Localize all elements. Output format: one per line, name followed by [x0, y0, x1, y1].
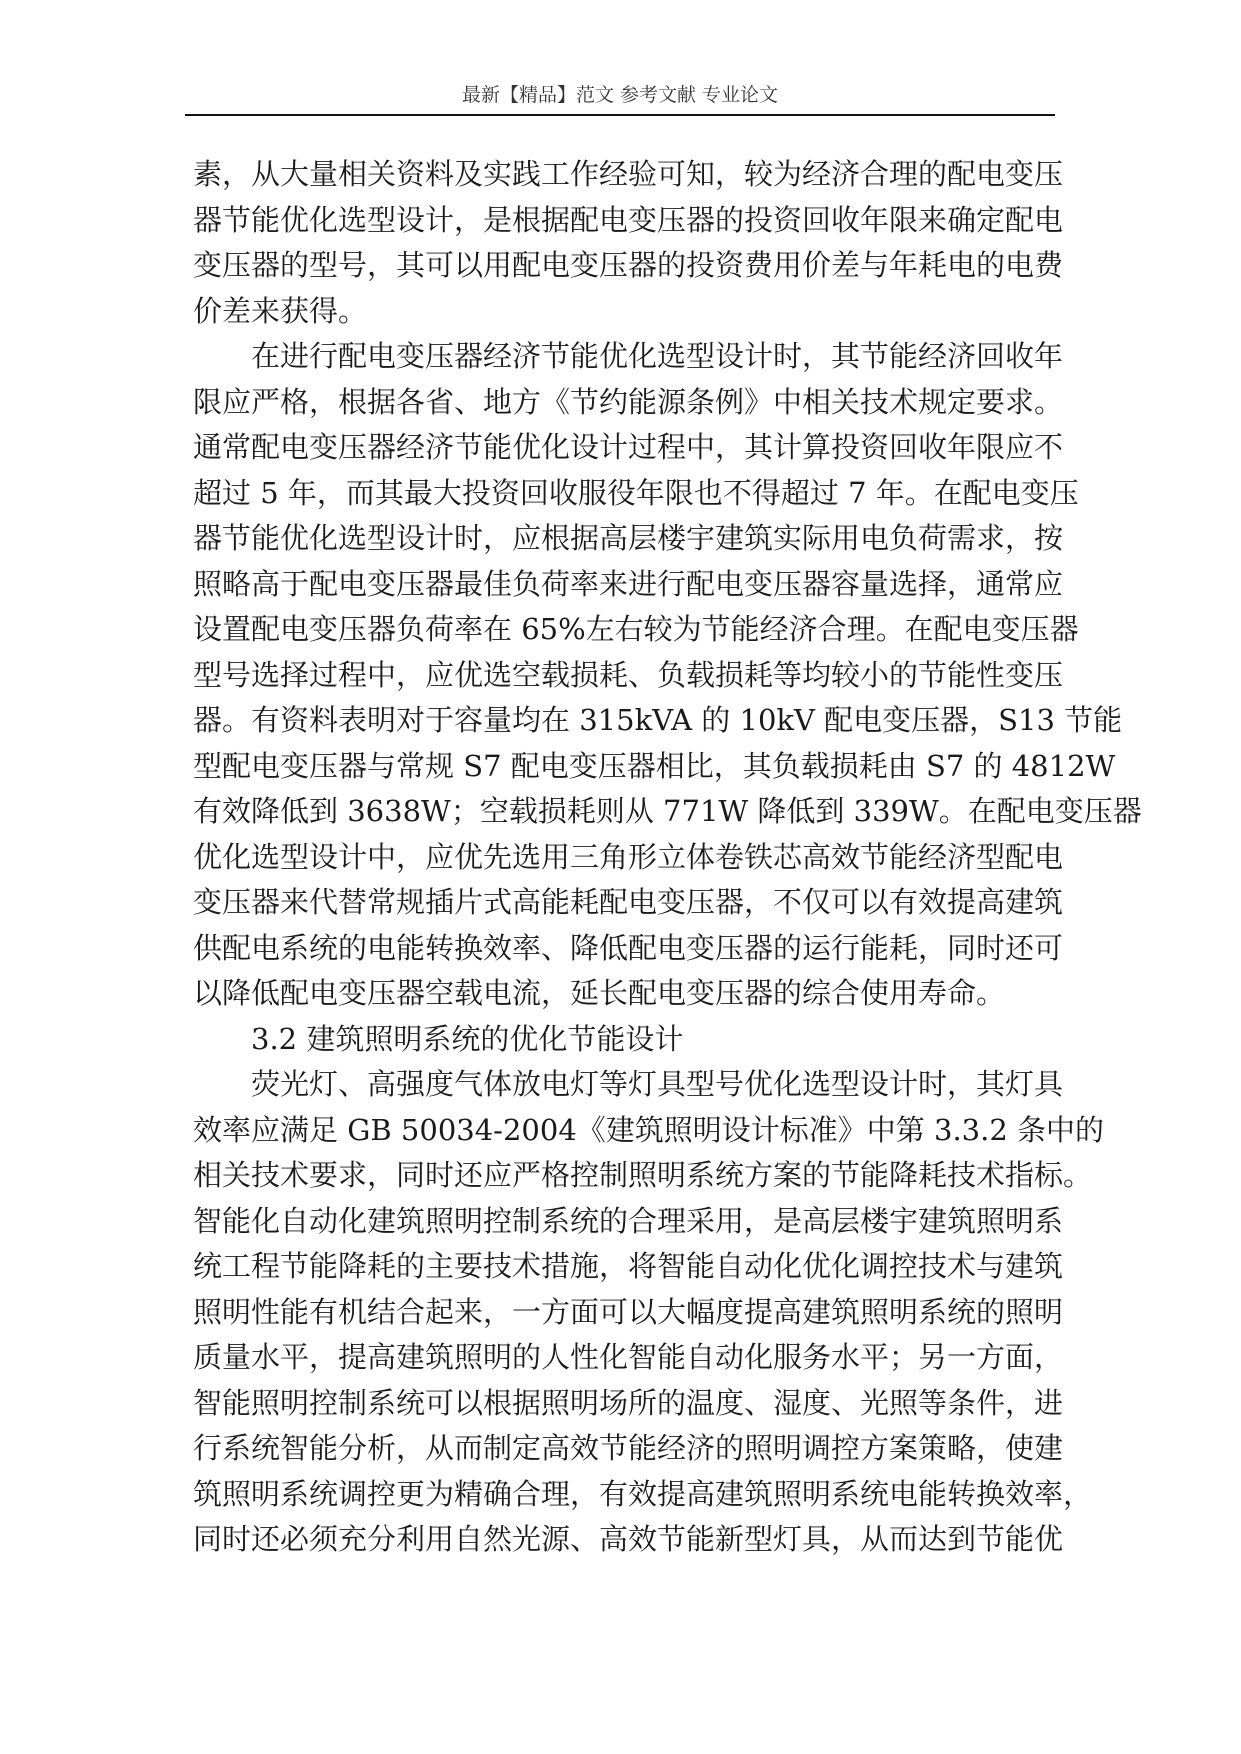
text-line: 素，从大量相关资料及实践工作经验可知，较为经济合理的配电变压: [193, 157, 1064, 191]
text-line: 行系统智能分析，从而制定高效节能经济的照明调控方案策略，使建: [193, 1431, 1064, 1465]
text-line: 筑照明系统调控更为精确合理，有效提高建筑照明系统电能转换效率，: [193, 1476, 1093, 1511]
text-line: 质量水平，提高建筑照明的人性化智能自动化服务水平；另一方面，: [193, 1340, 1064, 1374]
section-heading: 3.2 建筑照明系统的优化节能设计: [251, 1021, 684, 1056]
text-line: 器节能优化选型设计，是根据配电变压器的投资回收年限来确定配电: [193, 202, 1064, 237]
text-line: 器。有资料表明对于容量均在 315kVA 的 10kV 配电变压器，S13 节能: [193, 703, 1123, 737]
text-line: 型配电变压器与常规 S7 配电变压器相比，其负载损耗由 S7 的 4812W: [193, 748, 1116, 783]
page-header: 最新【精品】范文 参考文献 专业论文: [461, 84, 779, 106]
text-line: 限应严格，根据各省、地方《节约能源条例》中相关技术规定要求。: [193, 384, 1064, 419]
text-line: 效率应满足 GB 50034-2004《建筑照明设计标准》中第 3.3.2 条中的: [193, 1112, 1104, 1147]
text-line: 变压器的型号，其可以用配电变压器的投资费用价差与年耗电的电费: [193, 248, 1064, 282]
text-line: 型号选择过程中，应优选空载损耗、负载损耗等均较小的节能性变压: [193, 657, 1064, 692]
text-line: 统工程节能降耗的主要技术措施，将智能自动化优化调控技术与建筑: [193, 1249, 1064, 1283]
text-line: 有效降低到 3638W；空载损耗则从 771W 降低到 339W。在配电变压器: [193, 794, 1142, 828]
text-line: 照明性能有机结合起来，一方面可以大幅度提高建筑照明系统的照明: [193, 1294, 1064, 1329]
text-line: 器节能优化选型设计时，应根据高层楼宇建筑实际用电负荷需求，按: [193, 521, 1064, 555]
text-line: 智能化自动化建筑照明控制系统的合理采用，是高层楼宇建筑照明系: [193, 1203, 1064, 1238]
paragraph-start-line: 荧光灯、高强度气体放电灯等灯具型号优化选型设计时，其灯具: [251, 1067, 1064, 1101]
text-line: 照略高于配电变压器最佳负荷率来进行配电变压器容量选择，通常应: [193, 566, 1064, 601]
text-line: 设置配电变压器负荷率在 65%左右较为节能经济合理。在配电变压器: [193, 612, 1079, 646]
text-line: 超过 5 年，而其最大投资回收服役年限也不得超过 7 年。在配电变压: [193, 475, 1079, 510]
text-line: 以降低配电变压器空载电流，延长配电变压器的综合使用寿命。: [193, 976, 1006, 1010]
text-line: 变压器来代替常规插片式高能耗配电变压器，不仅可以有效提高建筑: [193, 885, 1064, 919]
text-line: 智能照明控制系统可以根据照明场所的温度、湿度、光照等条件，进: [193, 1385, 1064, 1420]
text-line: 价差来获得。: [193, 293, 368, 328]
text-line: 同时还必须充分利用自然光源、高效节能新型灯具，从而达到节能优: [193, 1522, 1064, 1556]
text-line: 优化选型设计中，应优先选用三角形立体卷铁芯高效节能经济型配电: [193, 839, 1064, 874]
paragraph-start-line: 在进行配电变压器经济节能优化选型设计时，其节能经济回收年: [251, 339, 1064, 373]
header-divider: [185, 114, 1055, 116]
text-line: 通常配电变压器经济节能优化设计过程中，其计算投资回收年限应不: [193, 430, 1064, 464]
text-line: 相关技术要求，同时还应严格控制照明系统方案的节能降耗技术指标。: [193, 1158, 1093, 1192]
body-text: [193, 152, 1142, 1563]
text-line: 供配电系统的电能转换效率、降低配电变压器的运行能耗，同时还可: [193, 930, 1064, 965]
